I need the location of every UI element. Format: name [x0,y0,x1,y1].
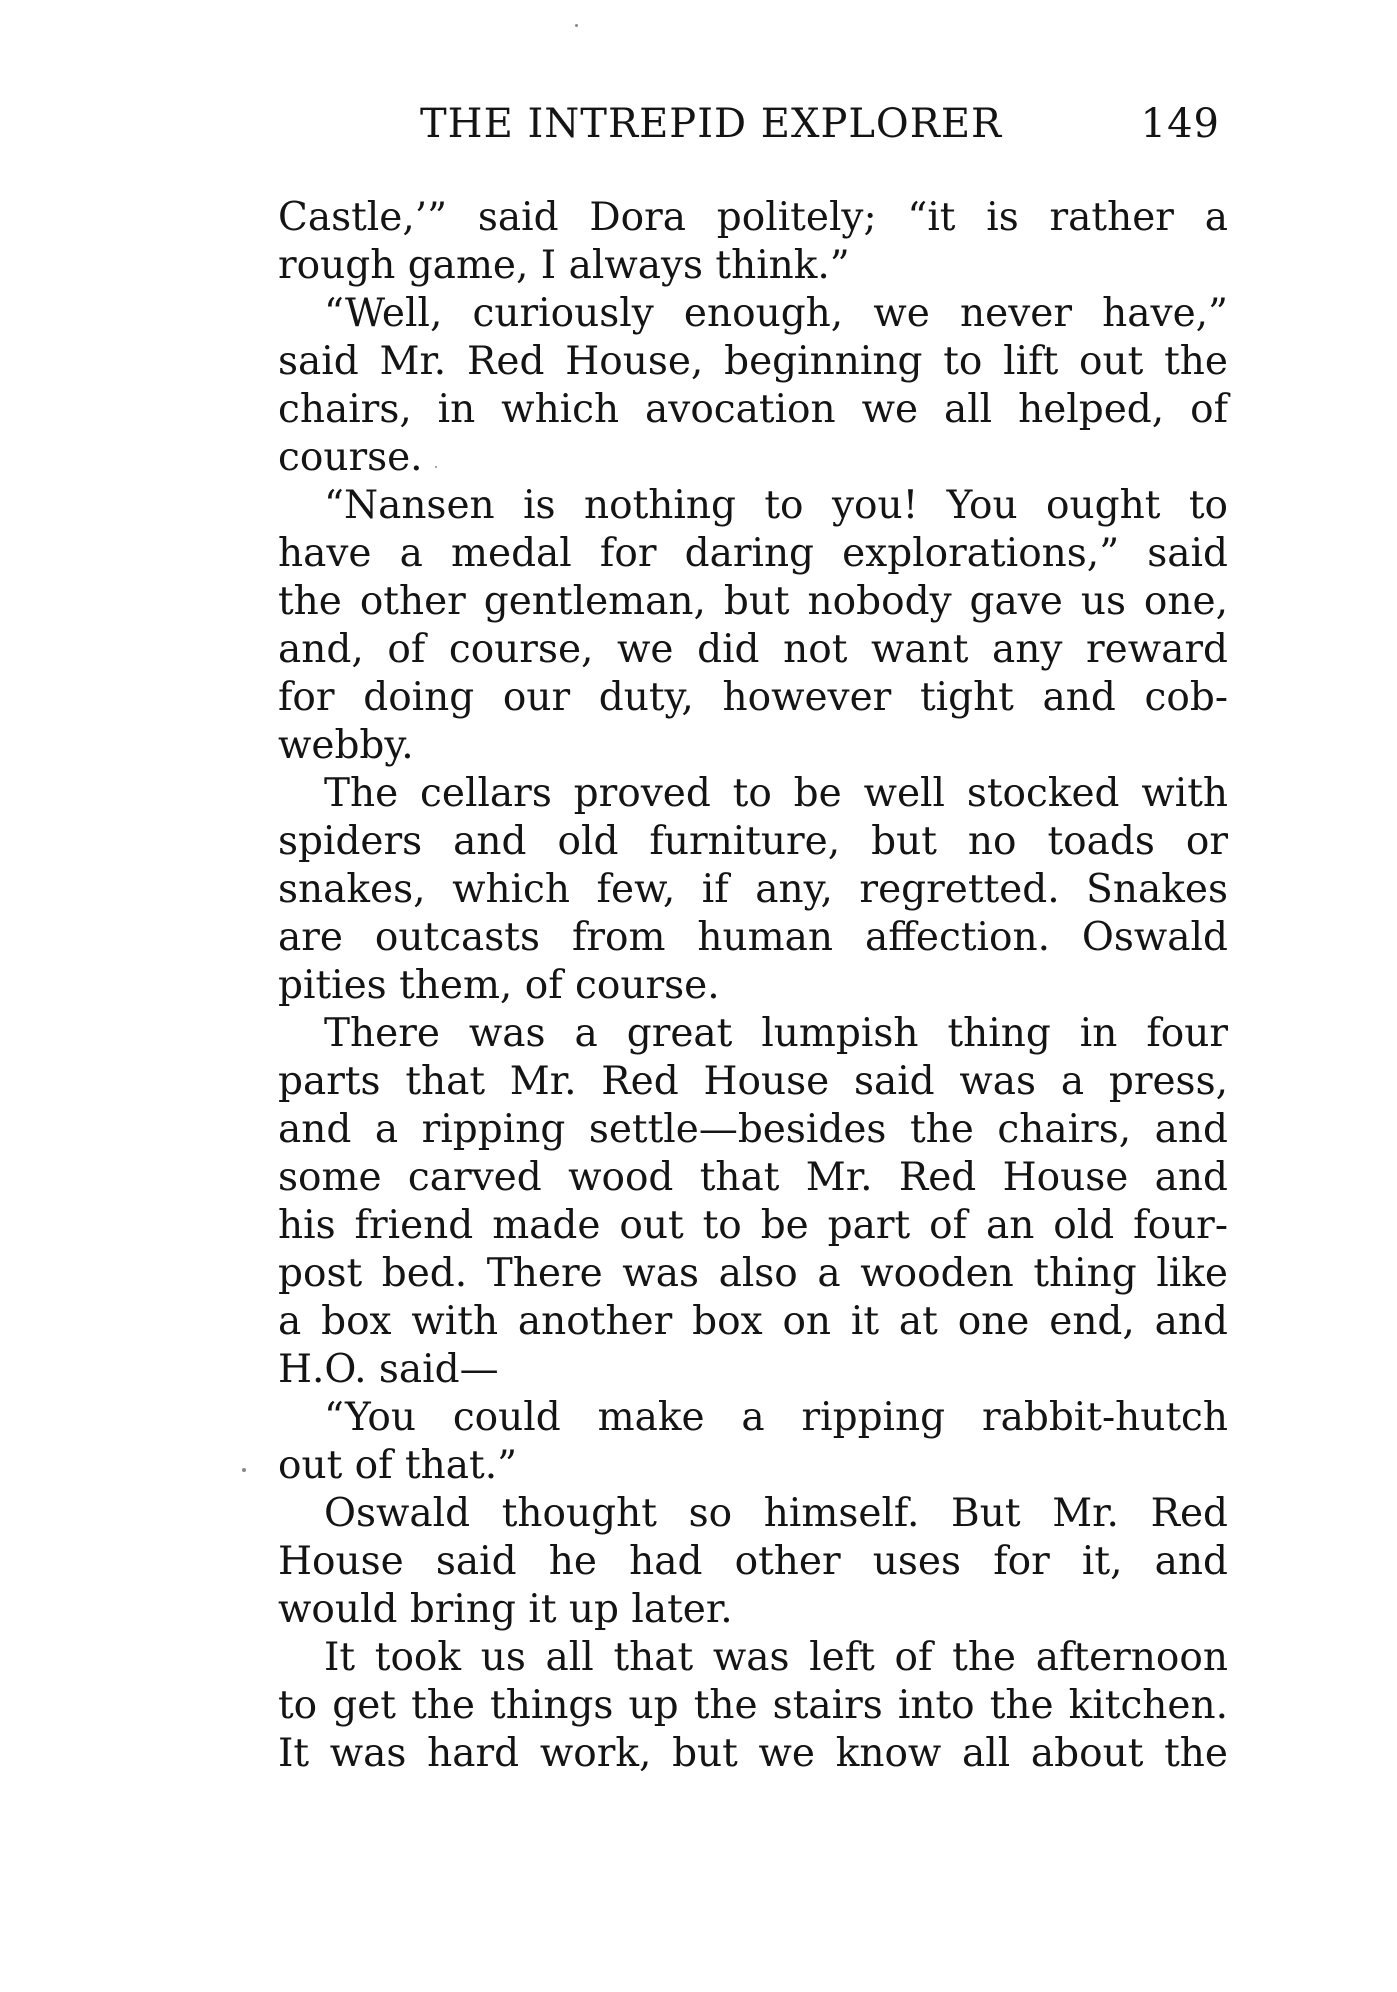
text-line: for doing our duty, however tight and cob- [278,675,1228,720]
text-line: said Mr. Red House, beginning to lift out the [278,339,1228,384]
text-line: There was a great lumpish thing in four [324,1011,1228,1056]
text-line: parts that Mr. Red House said was a press, [278,1059,1228,1104]
text-line: and, of course, we did not want any reward [278,627,1228,672]
text-line: to get the things up the stairs into the kitchen. [278,1683,1228,1728]
scan-speck [435,466,437,468]
text-line: “Well, curiously enough, we never have,” [324,291,1228,336]
text-line: It was hard work, but we know all about the [278,1731,1228,1776]
text-line: House said he had other uses for it, and [278,1539,1228,1584]
page-header [420,98,1220,150]
text-line: Castle,’” said Dora politely; “it is rather a [278,195,1228,240]
scan-speck [575,24,578,27]
text-line: course. [278,435,423,480]
text-line: a box with another box on it at one end, and [278,1299,1228,1344]
text-line: out of that.” [278,1443,518,1488]
text-line: “Nansen is nothing to you! You ought to [324,483,1228,528]
text-line: chairs, in which avocation we all helped, of [278,387,1228,432]
text-line: and a ripping settle—besides the chairs, and [278,1107,1228,1152]
running-title: THE INTREPID EXPLORER [420,101,1003,147]
text-line: would bring it up later. [278,1587,733,1632]
page-number: 149 [1140,101,1220,147]
text-line: his friend made out to be part of an old four- [278,1203,1228,1248]
text-line: webby. [278,723,414,768]
text-line: pities them, of course. [278,963,720,1008]
text-line: snakes, which few, if any, regretted. Snakes [278,867,1228,912]
text-line: some carved wood that Mr. Red House and [278,1155,1228,1200]
text-line: H.O. said— [278,1347,499,1392]
scan-speck [242,1468,246,1472]
text-line: have a medal for daring explorations,” said [278,531,1228,576]
text-line: post bed. There was also a wooden thing like [278,1251,1228,1296]
text-line: It took us all that was left of the afternoon [324,1635,1228,1680]
text-line: “You could make a ripping rabbit-hutch [324,1395,1228,1440]
text-line: spiders and old furniture, but no toads or [278,819,1228,864]
text-line: Oswald thought so himself. But Mr. Red [324,1491,1228,1536]
text-line: The cellars proved to be well stocked with [324,771,1228,816]
text-line: rough game, I always think.” [278,243,850,288]
text-line: the other gentleman, but nobody gave us one, [278,579,1228,624]
text-line: are outcasts from human affection. Oswald [278,915,1228,960]
